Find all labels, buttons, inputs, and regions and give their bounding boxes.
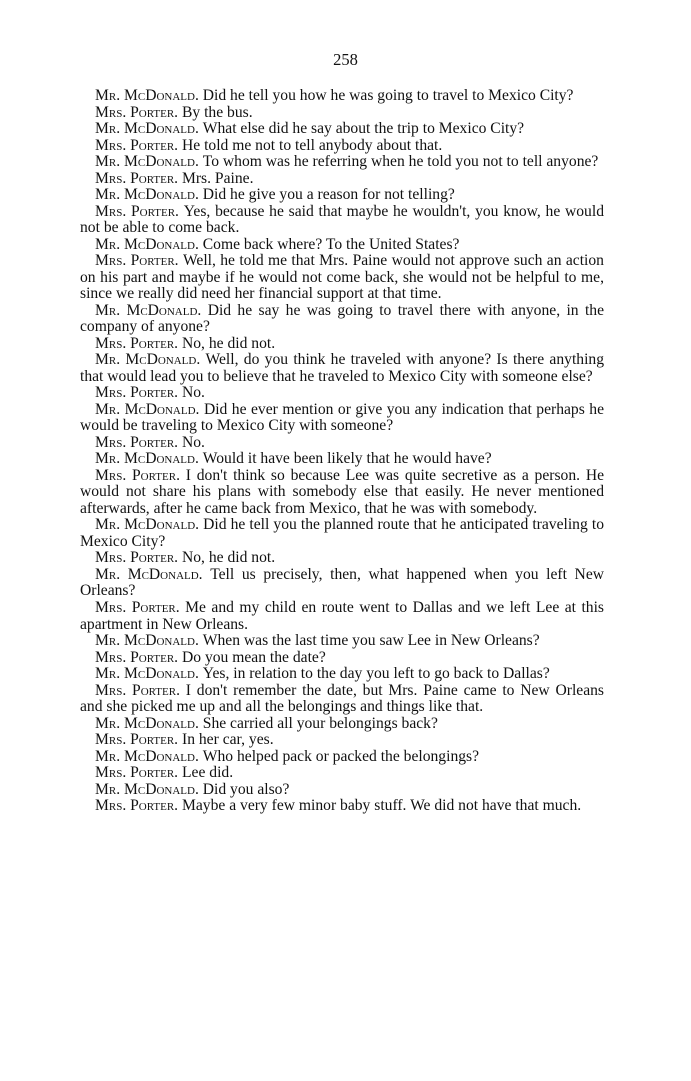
testimony-paragraph bbox=[80, 88, 604, 105]
testimony-paragraph bbox=[80, 138, 604, 155]
testimony-paragraph bbox=[80, 237, 604, 254]
speech-text: Well, he told me that Mrs. Paine would not approve such an action on his part and maybe if he would not come back, she would not be helpful to me, since we really did need her financial support at that time. bbox=[80, 252, 604, 303]
speech-text: Do you mean the date? bbox=[182, 648, 326, 666]
testimony-paragraph bbox=[80, 716, 604, 733]
testimony-paragraph bbox=[80, 187, 604, 204]
testimony-paragraph bbox=[80, 154, 604, 171]
speaker-name: Mr. McDonald. bbox=[95, 186, 199, 204]
testimony-paragraph bbox=[80, 385, 604, 402]
speech-text: Mrs. Paine. bbox=[182, 169, 254, 187]
testimony-paragraph bbox=[80, 517, 604, 550]
speaker-name: Mrs. Porter. bbox=[95, 797, 179, 815]
speaker-name: Mr. McDonald. bbox=[95, 632, 199, 650]
speaker-name: Mrs. Porter. bbox=[95, 433, 179, 451]
speech-text: Did he ever mention or give you any indication that perhaps he would be traveling to Mexico City with someone? bbox=[80, 400, 604, 435]
speaker-name: Mrs. Porter. bbox=[95, 681, 180, 699]
speech-text: Yes, in relation to the day you left to go back to Dallas? bbox=[202, 665, 550, 683]
speech-text: By the bus. bbox=[182, 103, 253, 121]
speech-text: Did he tell you how he was going to travel to Mexico City? bbox=[202, 87, 574, 104]
speech-text: Did he give you a reason for not telling? bbox=[202, 186, 455, 204]
speaker-name: Mr. McDonald. bbox=[95, 301, 202, 319]
testimony-paragraph bbox=[80, 204, 604, 237]
speaker-name: Mrs. Porter. bbox=[95, 648, 179, 666]
testimony-paragraph bbox=[80, 732, 604, 749]
speaker-name: Mr. McDonald. bbox=[95, 516, 200, 534]
testimony-paragraph bbox=[80, 567, 604, 600]
speaker-name: Mr. McDonald. bbox=[95, 747, 199, 765]
speaker-name: Mr. McDonald. bbox=[95, 665, 199, 683]
speaker-name: Mrs. Porter. bbox=[95, 136, 179, 154]
speaker-name: Mr. McDonald. bbox=[95, 235, 199, 253]
testimony-paragraph bbox=[80, 336, 604, 353]
speech-text: Me and my child en route went to Dallas and we left Lee at this apartment in New Orleans. bbox=[80, 598, 604, 633]
speech-text: No. bbox=[182, 433, 205, 451]
testimony-paragraph bbox=[80, 666, 604, 683]
speech-text: Yes, because he said that maybe he wouldn't, you know, he would not be able to come back. bbox=[80, 202, 604, 237]
speech-text: Did you also? bbox=[202, 780, 290, 798]
speaker-name: Mr. McDonald. bbox=[95, 87, 199, 104]
testimony-paragraph bbox=[80, 782, 604, 799]
speaker-name: Mrs. Porter. bbox=[95, 334, 179, 352]
speaker-name: Mr. McDonald. bbox=[95, 780, 199, 798]
testimony-paragraph bbox=[80, 451, 604, 468]
testimony-paragraph bbox=[80, 303, 604, 336]
speech-text: I don't remember the date, but Mrs. Paine came to New Orleans and she picked me up and all the belongings and things like that. bbox=[80, 681, 604, 716]
speaker-name: Mrs. Porter. bbox=[95, 169, 179, 187]
testimony-paragraph bbox=[80, 352, 604, 385]
testimony-paragraph bbox=[80, 121, 604, 138]
testimony-paragraph bbox=[80, 171, 604, 188]
speaker-name: Mrs. Porter. bbox=[95, 252, 179, 270]
speech-text: When was the last time you saw Lee in New Orleans? bbox=[202, 632, 540, 650]
testimony-paragraph bbox=[80, 105, 604, 122]
speaker-name: Mr. McDonald. bbox=[95, 153, 199, 171]
speech-text: He told me not to tell anybody about that. bbox=[182, 136, 443, 154]
speech-text: No. bbox=[182, 384, 205, 402]
speaker-name: Mrs. Porter. bbox=[95, 598, 180, 616]
speaker-name: Mrs. Porter. bbox=[95, 466, 180, 484]
speech-text: Did he say he was going to travel there with anyone, in the company of anyone? bbox=[80, 301, 604, 336]
speaker-name: Mr. McDonald. bbox=[95, 351, 201, 369]
speech-text: Who helped pack or packed the belongings? bbox=[202, 747, 480, 765]
speaker-name: Mrs. Porter. bbox=[95, 103, 179, 121]
testimony-paragraph bbox=[80, 798, 604, 815]
speaker-name: Mrs. Porter. bbox=[95, 202, 179, 220]
speech-text: In her car, yes. bbox=[182, 731, 274, 749]
speech-text: What else did he say about the trip to Mexico City? bbox=[202, 120, 525, 138]
speech-text: Well, do you think he traveled with anyone? Is there anything that would lead you to believe that he traveled to Mexico City with someone else? bbox=[80, 351, 604, 385]
speaker-name: Mrs. Porter. bbox=[95, 764, 179, 782]
testimony-paragraph bbox=[80, 468, 604, 518]
speech-text: No, he did not. bbox=[182, 549, 276, 567]
speaker-name: Mr. McDonald. bbox=[95, 120, 199, 138]
speech-text: Lee did. bbox=[182, 764, 234, 782]
speaker-name: Mr. McDonald. bbox=[95, 714, 199, 732]
testimony-paragraph bbox=[80, 402, 604, 435]
speech-text: To whom was he referring when he told you not to tell anyone? bbox=[202, 153, 599, 171]
speaker-name: Mrs. Porter. bbox=[95, 549, 179, 567]
testimony-paragraph bbox=[80, 550, 604, 567]
speech-text: No, he did not. bbox=[182, 334, 276, 352]
speech-text: Tell us precisely, then, what happened when you left New Orleans? bbox=[80, 565, 604, 600]
testimony-paragraph bbox=[80, 749, 604, 766]
transcript bbox=[80, 88, 604, 815]
speaker-name: Mr. McDonald. bbox=[95, 450, 199, 468]
speech-text: Come back where? To the United States? bbox=[202, 235, 460, 253]
testimony-paragraph bbox=[80, 633, 604, 650]
speech-text: I don't think so because Lee was quite secretive as a person. He would not share his plans with somebody else that easily. He never mentioned afterwards, after he came back from Mexico, that he was with somebody. bbox=[80, 466, 605, 517]
testimony-paragraph bbox=[80, 650, 604, 667]
speaker-name: Mr. McDonald. bbox=[95, 400, 200, 418]
testimony-paragraph bbox=[80, 435, 604, 452]
speaker-name: Mrs. Porter. bbox=[95, 384, 179, 402]
page-number: 258 bbox=[333, 50, 358, 69]
testimony-paragraph bbox=[80, 600, 604, 633]
testimony-paragraph bbox=[80, 253, 604, 303]
speaker-name: Mr. McDonald. bbox=[95, 565, 203, 583]
testimony-paragraph bbox=[80, 683, 604, 716]
speaker-name: Mrs. Porter. bbox=[95, 731, 179, 749]
speech-text: Would it have been likely that he would have? bbox=[202, 450, 492, 468]
testimony-paragraph bbox=[80, 765, 604, 782]
speech-text: Maybe a very few minor baby stuff. We did not have that much. bbox=[182, 797, 582, 815]
speech-text: Did he tell you the planned route that he anticipated traveling to Mexico City? bbox=[80, 516, 604, 550]
speech-text: She carried all your belongings back? bbox=[202, 714, 438, 732]
